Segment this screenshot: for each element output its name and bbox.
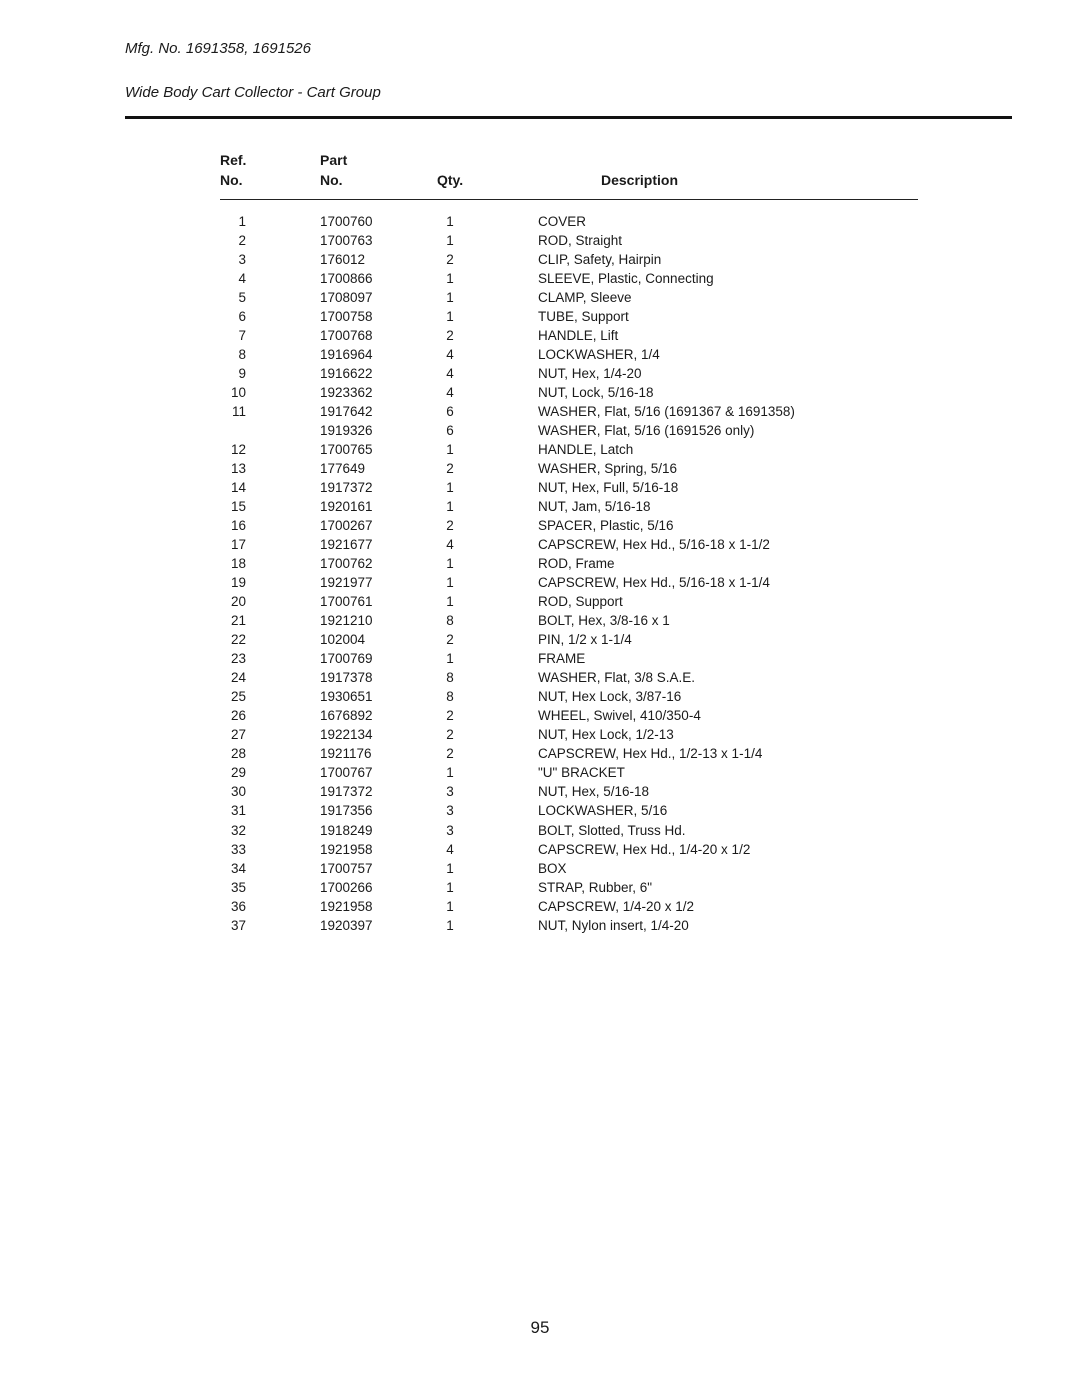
ref-number: 15 <box>230 499 246 515</box>
part-number: 1700266 <box>320 879 373 895</box>
table-row <box>0 861 1080 880</box>
quantity: 1 <box>446 917 454 933</box>
part-number: 1921958 <box>320 841 373 857</box>
table-row <box>0 366 1080 385</box>
table-row <box>0 328 1080 347</box>
table-row <box>0 899 1080 918</box>
ref-number: 19 <box>230 575 246 591</box>
page-number: 95 <box>530 1318 550 1337</box>
table-row <box>0 689 1080 708</box>
description: LOCKWASHER, 1/4 <box>538 347 660 363</box>
description: WASHER, Spring, 5/16 <box>538 461 678 477</box>
ref-number: 7 <box>238 328 246 344</box>
ref-number: 11 <box>231 404 246 420</box>
quantity: 2 <box>446 727 454 743</box>
table-row <box>0 746 1080 765</box>
quantity: 1 <box>446 575 454 591</box>
quantity: 4 <box>446 841 454 857</box>
quantity: 8 <box>446 670 454 686</box>
part-number: 1921677 <box>320 537 373 553</box>
table-header-rule <box>220 199 918 200</box>
ref-number: 29 <box>230 765 246 781</box>
ref-number: 16 <box>230 518 246 534</box>
description: HANDLE, Latch <box>538 442 634 458</box>
description: WASHER, Flat, 5/16 (1691526 only) <box>538 423 755 439</box>
part-number: 1919326 <box>320 423 373 439</box>
description: "U" BRACKET <box>538 765 625 781</box>
ref-number: 1 <box>238 214 246 229</box>
description: NUT, Hex, Full, 5/16-18 <box>538 480 679 496</box>
part-number: 1676892 <box>320 708 373 724</box>
quantity: 1 <box>446 860 454 876</box>
col-part-label: Part <box>320 152 348 168</box>
description: CAPSCREW, Hex Hd., 5/16-18 x 1-1/4 <box>538 575 770 591</box>
description: BOLT, Hex, 3/8-16 x 1 <box>538 613 670 629</box>
table-row <box>0 499 1080 518</box>
quantity: 3 <box>446 803 454 819</box>
quantity: 4 <box>446 537 454 553</box>
quantity: 4 <box>446 385 454 401</box>
ref-number: 20 <box>230 594 246 610</box>
table-row <box>0 823 1080 842</box>
ref-number: 35 <box>230 879 246 895</box>
ref-number: 18 <box>230 556 246 572</box>
part-number: 1700769 <box>320 651 373 667</box>
description: BOX <box>538 860 567 876</box>
quantity: 2 <box>446 632 454 648</box>
part-number: 1700763 <box>320 233 373 249</box>
quantity: 3 <box>446 822 454 838</box>
table-row <box>0 765 1080 784</box>
part-number: 1700765 <box>320 442 373 458</box>
ref-number: 25 <box>230 689 246 705</box>
description: CLIP, Safety, Hairpin <box>538 252 662 268</box>
description: NUT, Jam, 5/16-18 <box>538 499 651 515</box>
table-row <box>0 537 1080 556</box>
description: BOLT, Slotted, Truss Hd. <box>538 822 686 838</box>
table-row <box>0 423 1080 442</box>
group-title: Wide Body Cart Collector - Cart Group <box>125 84 381 101</box>
ref-number: 13 <box>230 461 246 477</box>
part-number: 1917642 <box>320 404 373 420</box>
col-part-label-2: No. <box>320 172 343 188</box>
quantity: 2 <box>446 746 454 762</box>
ref-number: 14 <box>230 480 246 496</box>
description: CLAMP, Sleeve <box>538 290 632 306</box>
description: CAPSCREW, 1/4-20 x 1/2 <box>538 898 695 914</box>
part-number: 1917378 <box>320 670 373 686</box>
table-row <box>0 214 1080 233</box>
ref-number: 12 <box>230 442 246 458</box>
table-row <box>0 842 1080 861</box>
col-qty-label: Qty. <box>437 172 464 188</box>
table-row <box>0 613 1080 632</box>
part-number: 1916964 <box>320 347 373 363</box>
ref-number: 9 <box>238 366 246 382</box>
description: CAPSCREW, Hex Hd., 1/2-13 x 1-1/4 <box>538 746 763 762</box>
part-number: 1920161 <box>320 499 373 515</box>
ref-number: 28 <box>230 746 246 762</box>
ref-number: 17 <box>230 537 246 553</box>
quantity: 1 <box>446 499 454 515</box>
quantity: 1 <box>446 271 454 287</box>
ref-number: 4 <box>238 271 246 287</box>
table-row <box>0 651 1080 670</box>
part-number: 1917372 <box>320 480 373 496</box>
part-number: 1922134 <box>320 727 373 743</box>
part-number: 1700760 <box>320 214 373 229</box>
ref-number: 30 <box>230 784 246 800</box>
description: ROD, Straight <box>538 233 623 249</box>
quantity: 2 <box>446 461 454 477</box>
quantity: 2 <box>446 252 454 268</box>
description: NUT, Hex, 5/16-18 <box>538 784 650 800</box>
part-number: 1700761 <box>320 594 373 610</box>
part-number: 1917356 <box>320 803 373 819</box>
table-row <box>0 708 1080 727</box>
ref-number: 3 <box>238 252 246 268</box>
table-row <box>0 918 1080 937</box>
description: COVER <box>538 214 587 229</box>
ref-number: 32 <box>230 822 246 838</box>
description: NUT, Hex Lock, 3/87-16 <box>538 689 682 705</box>
quantity: 3 <box>446 784 454 800</box>
quantity: 1 <box>446 480 454 496</box>
quantity: 1 <box>446 233 454 249</box>
ref-number: 37 <box>230 917 246 933</box>
table-row <box>0 252 1080 271</box>
table-row <box>0 880 1080 899</box>
ref-number: 26 <box>230 708 246 724</box>
quantity: 1 <box>446 594 454 610</box>
ref-number: 21 <box>230 613 246 629</box>
quantity: 1 <box>446 290 454 306</box>
part-number: 1700757 <box>320 860 373 876</box>
quantity: 6 <box>446 404 454 420</box>
quantity: 1 <box>446 214 454 229</box>
quantity: 1 <box>446 651 454 667</box>
table-row <box>0 727 1080 746</box>
table-row <box>0 442 1080 461</box>
description: LOCKWASHER, 5/16 <box>538 803 668 819</box>
ref-number: 10 <box>230 385 246 401</box>
description: PIN, 1/2 x 1-1/4 <box>538 632 632 648</box>
description: NUT, Lock, 5/16-18 <box>538 385 654 401</box>
table-row <box>0 670 1080 689</box>
table-row <box>0 803 1080 822</box>
table-row <box>0 784 1080 803</box>
quantity: 4 <box>446 366 454 382</box>
part-number: 1918249 <box>320 822 373 838</box>
description: ROD, Support <box>538 594 623 610</box>
description: SPACER, Plastic, 5/16 <box>538 518 674 534</box>
mfg-number: Mfg. No. 1691358, 1691526 <box>125 40 311 57</box>
description: NUT, Nylon insert, 1/4-20 <box>538 917 689 933</box>
description: STRAP, Rubber, 6" <box>538 879 653 895</box>
quantity: 2 <box>446 708 454 724</box>
quantity: 1 <box>446 309 454 325</box>
ref-number: 24 <box>230 670 246 686</box>
quantity: 1 <box>446 879 454 895</box>
ref-number: 31 <box>230 803 246 819</box>
ref-number: 8 <box>238 347 246 363</box>
table-row <box>0 404 1080 423</box>
parts-table <box>0 214 1080 937</box>
header-rule <box>125 116 1012 119</box>
part-number: 1700267 <box>320 518 373 534</box>
part-number: 1921958 <box>320 898 373 914</box>
table-row <box>0 290 1080 309</box>
table-row <box>0 518 1080 537</box>
part-number: 1916622 <box>320 366 373 382</box>
table-row <box>0 309 1080 328</box>
part-number: 1917372 <box>320 784 373 800</box>
description: ROD, Frame <box>538 556 615 572</box>
table-row <box>0 347 1080 366</box>
part-number: 1708097 <box>320 290 373 306</box>
part-number: 176012 <box>320 252 366 268</box>
ref-number: 34 <box>230 860 246 876</box>
quantity: 1 <box>446 765 454 781</box>
part-number: 1700768 <box>320 328 373 344</box>
ref-number: 22 <box>230 632 246 648</box>
table-row <box>0 233 1080 252</box>
description: NUT, Hex, 1/4-20 <box>538 366 642 382</box>
table-row <box>0 480 1080 499</box>
ref-number: 5 <box>238 290 246 306</box>
description: FRAME <box>538 651 586 667</box>
description: NUT, Hex Lock, 1/2-13 <box>538 727 674 743</box>
part-number: 1930651 <box>320 689 373 705</box>
description: HANDLE, Lift <box>538 328 619 344</box>
part-number: 1700758 <box>320 309 373 325</box>
quantity: 8 <box>446 689 454 705</box>
part-number: 1700866 <box>320 271 373 287</box>
ref-number: 23 <box>230 651 246 667</box>
quantity: 2 <box>446 328 454 344</box>
description: WASHER, Flat, 5/16 (1691367 & 1691358) <box>538 404 795 420</box>
quantity: 1 <box>446 442 454 458</box>
quantity: 2 <box>446 518 454 534</box>
description: WASHER, Flat, 3/8 S.A.E. <box>538 670 696 686</box>
quantity: 6 <box>446 423 454 439</box>
ref-number: 2 <box>238 233 246 249</box>
description: CAPSCREW, Hex Hd., 1/4-20 x 1/2 <box>538 841 751 857</box>
table-row <box>0 385 1080 404</box>
ref-number: 36 <box>230 898 246 914</box>
table-row <box>0 594 1080 613</box>
quantity: 1 <box>446 898 454 914</box>
part-number: 1921176 <box>320 746 372 762</box>
part-number: 102004 <box>320 632 366 648</box>
table-row <box>0 461 1080 480</box>
part-number: 1921977 <box>320 575 373 591</box>
quantity: 1 <box>446 556 454 572</box>
col-description-label: Description <box>601 172 679 188</box>
part-number: 1920397 <box>320 917 373 933</box>
ref-number: 27 <box>230 727 246 743</box>
part-number: 1700762 <box>320 556 373 572</box>
description: TUBE, Support <box>538 309 629 325</box>
quantity: 4 <box>446 347 454 363</box>
ref-number: 6 <box>238 309 246 325</box>
description: CAPSCREW, Hex Hd., 5/16-18 x 1-1/2 <box>538 537 770 553</box>
part-number: 1923362 <box>320 385 373 401</box>
table-row <box>0 556 1080 575</box>
description: SLEEVE, Plastic, Connecting <box>538 271 714 287</box>
col-ref-label: Ref. <box>220 152 247 168</box>
part-number: 177649 <box>320 461 366 477</box>
table-row <box>0 632 1080 651</box>
part-number: 1921210 <box>320 613 373 629</box>
ref-number: 33 <box>230 841 246 857</box>
part-number: 1700767 <box>320 765 373 781</box>
quantity: 8 <box>446 613 454 629</box>
description: WHEEL, Swivel, 410/350-4 <box>538 708 701 724</box>
table-row <box>0 271 1080 290</box>
table-row <box>0 575 1080 594</box>
col-ref-label-2: No. <box>220 172 243 188</box>
